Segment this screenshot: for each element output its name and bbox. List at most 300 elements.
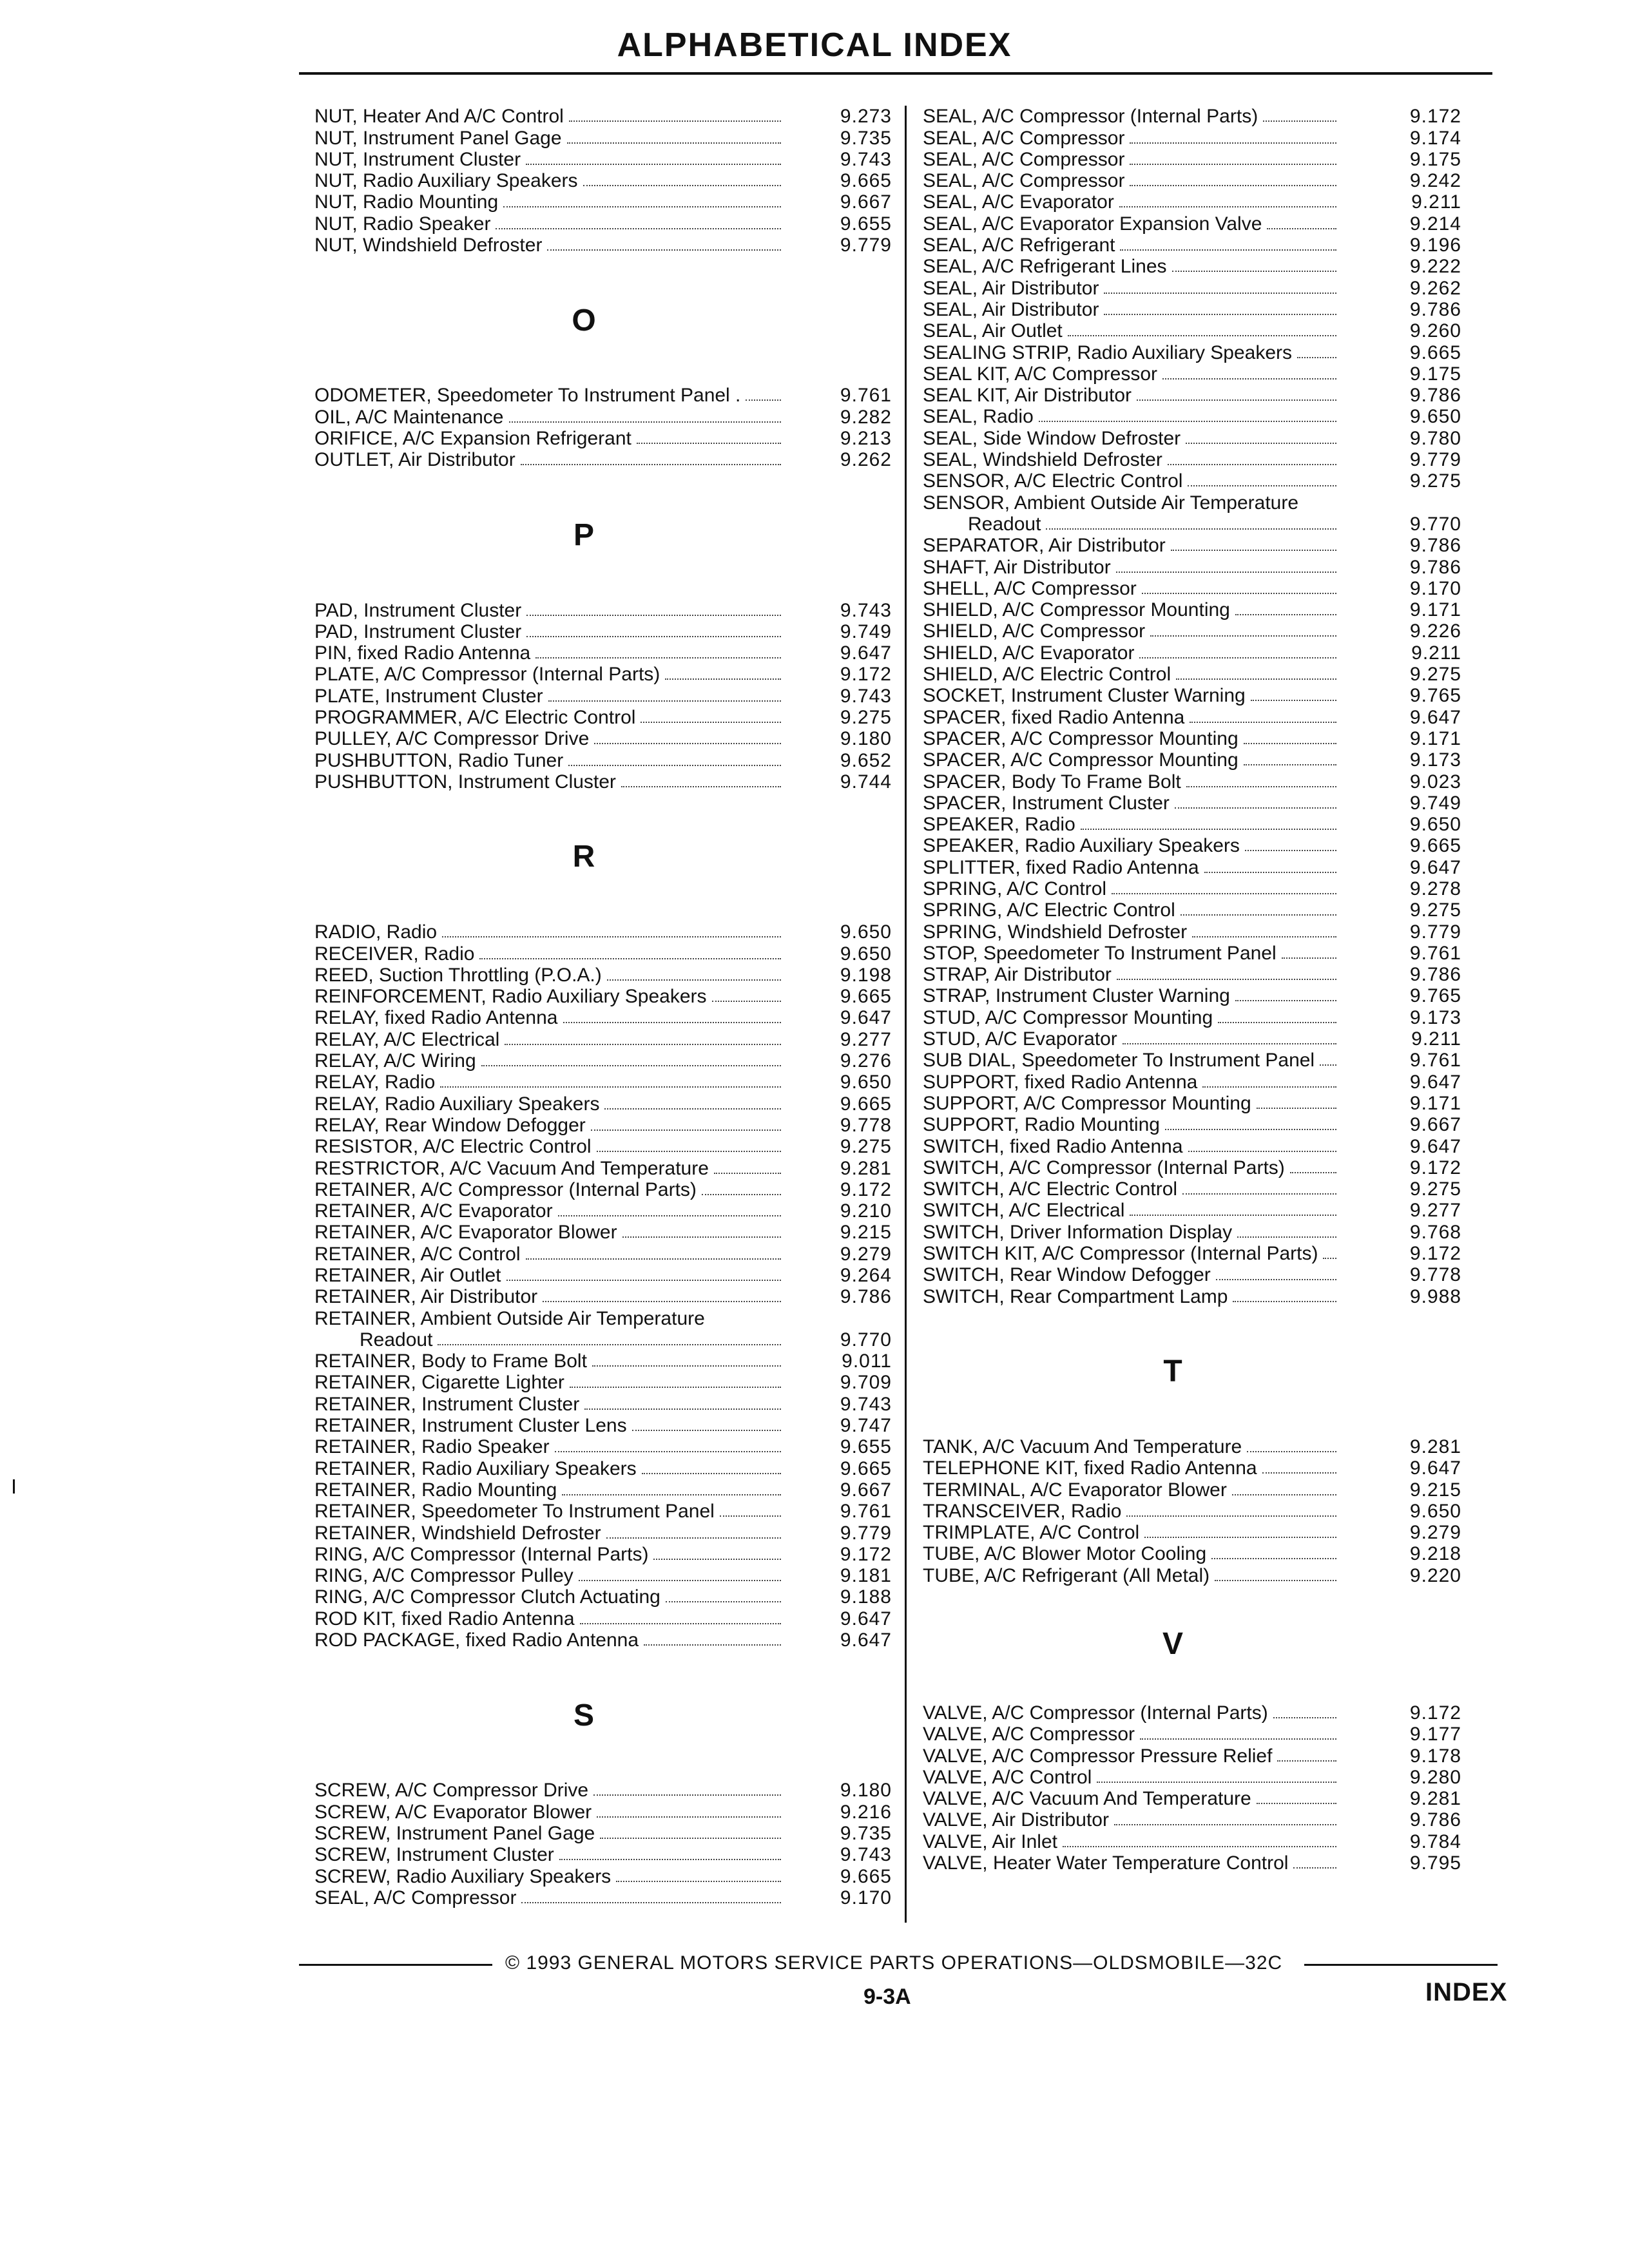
entry-page: 9.277 — [1409, 1200, 1461, 1222]
entry-page: 9.749 — [840, 620, 892, 642]
index-entry — [923, 1264, 1461, 1285]
entry-label: SPACER, Body To Frame Bolt — [923, 771, 1181, 793]
entry-label: SEAL, A/C Compressor — [923, 148, 1125, 170]
entry-page: 9.260 — [1409, 320, 1461, 342]
entry-page: 9.647 — [840, 1608, 892, 1629]
dot-leader — [666, 1601, 781, 1602]
index-entry — [314, 1007, 892, 1028]
dot-leader — [1267, 228, 1336, 229]
entry-label: SPRING, A/C Control — [923, 878, 1107, 899]
index-entry — [923, 1178, 1461, 1200]
entry-label: RETAINER, Radio Mounting — [314, 1479, 557, 1501]
index-entry — [314, 406, 892, 427]
entry-page: 9.172 — [840, 1178, 892, 1200]
dot-leader — [1188, 485, 1336, 486]
index-entry — [314, 213, 892, 234]
dot-leader — [1290, 1172, 1336, 1173]
entry-label: RETAINER, Speedometer To Instrument Panel — [314, 1501, 715, 1523]
dot-leader — [1273, 1717, 1336, 1718]
entry-group — [923, 106, 1461, 492]
entry-label: PAD, Instrument Cluster — [314, 620, 522, 642]
dot-leader — [1130, 142, 1336, 144]
entry-page: 9.280 — [1409, 1766, 1461, 1788]
entry-label: SOCKET, Instrument Cluster Warning — [923, 685, 1246, 707]
index-entry — [923, 921, 1461, 942]
entry-page: 9.171 — [1409, 599, 1461, 621]
index-entry — [923, 814, 1461, 835]
entry-label: SPACER, A/C Compressor Mounting — [923, 749, 1239, 771]
index-entry — [923, 449, 1461, 470]
entry-page: 9.650 — [1409, 814, 1461, 836]
index-entry — [923, 556, 1461, 577]
entry-label: SWITCH, Rear Compartment Lamp — [923, 1285, 1228, 1307]
entry-label: SWITCH, A/C Electrical — [923, 1200, 1125, 1222]
index-entry — [923, 1522, 1461, 1543]
dot-leader — [1063, 1846, 1336, 1847]
dot-leader — [665, 678, 781, 680]
entry-page: 9.735 — [840, 127, 892, 149]
index-entry — [314, 1329, 892, 1350]
dot-leader — [562, 1494, 781, 1495]
dot-leader — [1150, 635, 1336, 637]
entry-label: OIL, A/C Maintenance — [314, 406, 504, 428]
entry-group — [314, 599, 892, 793]
dot-leader — [594, 743, 781, 744]
entry-label: NUT, Heater And A/C Control — [314, 106, 564, 128]
dot-leader — [1176, 678, 1336, 680]
index-entry — [923, 728, 1461, 749]
index-entry — [314, 599, 892, 620]
dot-leader — [555, 1451, 781, 1452]
entry-label: TUBE, A/C Refrigerant (All Metal) — [923, 1564, 1210, 1586]
entry-label: SEAL, Windshield Defroster — [923, 449, 1162, 471]
index-entry — [314, 1028, 892, 1050]
index-entry — [923, 1702, 1461, 1724]
entry-page: 9.786 — [1409, 298, 1461, 320]
entry-page: 9.735 — [840, 1822, 892, 1844]
entry-group — [314, 1780, 892, 1908]
index-entry — [314, 621, 892, 642]
dot-leader — [1233, 1301, 1336, 1302]
dot-leader — [1104, 314, 1336, 315]
entry-label: RELAY, Rear Window Defogger — [314, 1114, 586, 1136]
index-entry — [314, 1307, 892, 1329]
entry-page: 9.778 — [840, 1114, 892, 1136]
entry-label: NUT, Radio Speaker — [314, 213, 491, 235]
dot-leader — [496, 228, 781, 229]
entry-label: SEPARATOR, Air Distributor — [923, 535, 1166, 557]
index-entry — [314, 127, 892, 148]
index-entry — [314, 965, 892, 986]
entry-page: 9.264 — [840, 1264, 892, 1286]
entry-page: 9.647 — [840, 1629, 892, 1651]
index-entry — [314, 1586, 892, 1608]
dot-leader — [438, 1344, 781, 1345]
entry-page: 9.172 — [1409, 1243, 1461, 1265]
index-entry — [923, 470, 1461, 492]
index-entry — [923, 878, 1461, 899]
entry-page: 9.275 — [840, 707, 892, 729]
entry-label: SCREW, Instrument Panel Gage — [314, 1822, 595, 1844]
index-entry — [923, 106, 1461, 127]
index-entry — [923, 427, 1461, 448]
dot-leader — [1165, 1129, 1336, 1130]
entry-label: STUD, A/C Compressor Mounting — [923, 1006, 1213, 1028]
entry-label: PUSHBUTTON, Radio Tuner — [314, 749, 564, 771]
entry-label: VALVE, A/C Compressor — [923, 1724, 1135, 1745]
dot-leader — [597, 1816, 781, 1818]
index-entry — [923, 1831, 1461, 1852]
dot-leader — [579, 1580, 781, 1581]
section-letter-v: V — [1162, 1627, 1183, 1662]
index-entry — [923, 256, 1461, 277]
dot-leader — [526, 636, 781, 637]
entry-label: SPACER, Instrument Cluster — [923, 792, 1170, 814]
entry-page: 9.647 — [1409, 1071, 1461, 1093]
index-entry — [314, 1093, 892, 1114]
entry-page: 9.173 — [1409, 1006, 1461, 1028]
index-entry — [314, 1157, 892, 1178]
dot-leader — [559, 1859, 781, 1860]
index-entry — [314, 1801, 892, 1822]
entry-page: 9.281 — [840, 1157, 892, 1179]
dot-leader — [543, 1301, 781, 1302]
entry-page: 9.275 — [1409, 1178, 1461, 1200]
index-entry — [314, 1608, 892, 1629]
entry-page: 9.665 — [840, 1457, 892, 1479]
dot-leader — [1123, 1043, 1336, 1044]
index-entry — [923, 191, 1461, 213]
entry-page: 9.172 — [1409, 1157, 1461, 1178]
entry-page: 9.647 — [1409, 1457, 1461, 1479]
entry-label: PLATE, A/C Compressor (Internal Parts) — [314, 664, 660, 686]
dot-leader — [1190, 722, 1336, 723]
entry-page: 9.181 — [840, 1565, 892, 1587]
dot-leader — [597, 1151, 781, 1152]
dot-leader — [1039, 421, 1336, 422]
entry-label: TERMINAL, A/C Evaporator Blower — [923, 1479, 1227, 1501]
entry-page: 9.786 — [840, 1286, 892, 1308]
index-entry — [314, 943, 892, 964]
entry-page: 9.275 — [1409, 664, 1461, 686]
index-entry — [314, 1436, 892, 1457]
dot-leader — [506, 1280, 781, 1281]
dot-leader — [621, 786, 781, 787]
section-letter-t: T — [1163, 1354, 1182, 1389]
index-entry — [314, 1479, 892, 1501]
entry-page: 9.761 — [1409, 942, 1461, 964]
index-entry — [314, 1265, 892, 1286]
entry-page: 9.779 — [1409, 449, 1461, 471]
entry-label: VALVE, A/C Compressor (Internal Parts) — [923, 1702, 1268, 1724]
entry-page: 9.784 — [1409, 1831, 1461, 1852]
index-entry — [923, 793, 1461, 814]
index-entry — [923, 1135, 1461, 1157]
entry-label: TRANSCEIVER, Radio — [923, 1500, 1122, 1522]
index-entry — [314, 1629, 892, 1651]
entry-page: 9.647 — [1409, 856, 1461, 878]
entry-page: 9.211 — [1411, 191, 1461, 213]
index-entry — [923, 1285, 1461, 1307]
dot-leader — [606, 1537, 781, 1539]
entry-page: 9.780 — [1409, 427, 1461, 449]
index-entry — [923, 578, 1461, 599]
entry-page: 9.650 — [840, 921, 892, 943]
dot-leader — [580, 1623, 781, 1624]
entry-group — [314, 106, 892, 256]
entry-label: RETAINER, Instrument Cluster Lens — [314, 1415, 627, 1437]
entry-page: 9.277 — [840, 1028, 892, 1050]
entry-label: VALVE, Air Distributor — [923, 1809, 1109, 1831]
index-entry — [314, 728, 892, 749]
entry-page: 9.650 — [840, 943, 892, 965]
index-entry — [314, 1179, 892, 1200]
dot-leader — [547, 249, 781, 251]
dot-leader — [535, 657, 781, 658]
entry-page: 9.218 — [1409, 1543, 1461, 1565]
dot-leader — [1262, 1472, 1336, 1474]
dot-leader — [1211, 1558, 1336, 1559]
index-entry — [923, 1852, 1461, 1874]
entry-page: 9.665 — [1409, 835, 1461, 857]
entry-label: RADIO, Radio — [314, 921, 438, 943]
dot-leader — [1257, 1108, 1336, 1109]
dot-leader — [600, 1838, 781, 1839]
dot-leader — [642, 1473, 781, 1474]
entry-page: 9.171 — [1409, 727, 1461, 749]
dot-leader — [593, 1794, 781, 1796]
dot-leader — [622, 1236, 781, 1238]
index-entry — [923, 535, 1461, 556]
entry-label: SEAL KIT, Air Distributor — [923, 385, 1132, 407]
index-entry — [314, 1372, 892, 1393]
entry-page: 9.665 — [840, 1093, 892, 1115]
index-entry — [314, 1200, 892, 1222]
dot-leader — [1323, 1258, 1336, 1259]
dot-leader — [1112, 893, 1336, 894]
entry-label: SEAL KIT, A/C Compressor — [923, 363, 1158, 385]
dot-leader — [479, 958, 781, 959]
entry-page: 9.779 — [840, 235, 892, 256]
entry-label: RELAY, Radio Auxiliary Speakers — [314, 1093, 600, 1115]
entry-label: SCREW, Radio Auxiliary Speakers — [314, 1865, 612, 1887]
dot-leader — [1192, 936, 1336, 937]
entry-label: TUBE, A/C Blower Motor Cooling — [923, 1543, 1207, 1565]
entry-page: 9.667 — [1409, 1114, 1461, 1136]
dot-leader — [1257, 1803, 1336, 1804]
dot-leader — [440, 1086, 781, 1088]
entry-label: STOP, Speedometer To Instrument Panel — [923, 942, 1277, 964]
dot-leader — [1188, 1151, 1336, 1152]
entry-page: 9.278 — [1409, 878, 1461, 899]
footer — [299, 1952, 1498, 1978]
entry-label: RETAINER, Windshield Defroster — [314, 1522, 601, 1544]
entry-page: 9.211 — [1411, 642, 1461, 664]
dot-leader — [616, 1881, 781, 1882]
index-entry — [314, 1565, 892, 1586]
index-entry — [314, 685, 892, 706]
dot-leader — [526, 615, 781, 616]
index-entry — [923, 985, 1461, 1006]
index-entry — [923, 749, 1461, 771]
entry-label: NUT, Radio Mounting — [314, 191, 499, 213]
dot-leader — [592, 1365, 781, 1367]
index-entry — [923, 1114, 1461, 1135]
entry-label: NUT, Windshield Defroster — [314, 235, 543, 256]
entry-page: 9.650 — [1409, 406, 1461, 428]
entry-label: RETAINER, A/C Compressor (Internal Parts) — [314, 1178, 697, 1200]
entry-label: VALVE, Heater Water Temperature Control — [923, 1852, 1289, 1874]
index-entry — [923, 856, 1461, 878]
entry-page: 9.173 — [1409, 749, 1461, 771]
entry-label: PULLEY, A/C Compressor Drive — [314, 728, 590, 750]
entry-page: 9.178 — [1409, 1745, 1461, 1767]
index-entry — [923, 213, 1461, 234]
entry-label: TELEPHONE KIT, fixed Radio Antenna — [923, 1457, 1257, 1479]
entry-page: 9.749 — [1409, 792, 1461, 814]
index-entry — [923, 406, 1461, 427]
entry-label: VALVE, A/C Control — [923, 1766, 1092, 1788]
index-entry — [314, 1501, 892, 1522]
entry-label: SEAL, A/C Evaporator Expansion Valve — [923, 213, 1262, 235]
entry-label: RETAINER, A/C Evaporator — [314, 1200, 553, 1222]
index-entry — [923, 1501, 1461, 1522]
index-entry — [314, 1522, 892, 1543]
index-entry — [923, 620, 1461, 642]
entry-label: REINFORCEMENT, Radio Auxiliary Speakers — [314, 986, 707, 1008]
index-entry — [923, 149, 1461, 170]
entry-page: 9.652 — [840, 749, 892, 771]
entry-label: SEAL, A/C Compressor — [923, 170, 1125, 192]
entry-page: 9.647 — [1409, 1135, 1461, 1157]
dot-leader — [1245, 850, 1336, 851]
entry-label: RELAY, Radio — [314, 1072, 436, 1093]
entry-group — [314, 385, 892, 470]
dot-leader — [1282, 957, 1336, 959]
entry-label: SEAL, Air Distributor — [923, 298, 1099, 320]
index-entry — [314, 986, 892, 1007]
entry-page: 9.665 — [1409, 341, 1461, 363]
entry-label: RELAY, A/C Electrical — [314, 1028, 500, 1050]
dot-leader — [637, 443, 781, 444]
dot-leader — [1119, 206, 1336, 207]
dot-leader — [1144, 1537, 1336, 1538]
entry-page: 9.170 — [1409, 577, 1461, 599]
dot-leader — [521, 464, 781, 465]
entry-label: ODOMETER, Speedometer To Instrument Panel . — [314, 385, 741, 407]
index-entry — [314, 1823, 892, 1844]
entry-page: 9.273 — [840, 106, 892, 128]
entry-label: SWITCH, Rear Window Defogger — [923, 1264, 1211, 1286]
entry-page: 9.795 — [1409, 1852, 1461, 1874]
dot-leader — [1162, 378, 1336, 380]
entry-label: SPEAKER, Radio Auxiliary Speakers — [923, 835, 1240, 857]
entry-label: SENSOR, Ambient Outside Air Temperature — [923, 492, 1299, 514]
index-entry — [923, 170, 1461, 191]
dot-leader — [1186, 786, 1336, 787]
entry-label: SEAL, Radio — [923, 406, 1034, 428]
entry-label: REED, Suction Throttling (P.O.A.) — [314, 964, 602, 986]
entry-page: 9.282 — [840, 406, 892, 428]
dot-leader — [1130, 164, 1336, 165]
index-entry — [923, 363, 1461, 385]
entry-page: 9.655 — [840, 213, 892, 235]
entry-page: 9.665 — [840, 986, 892, 1008]
dot-leader — [1320, 1064, 1336, 1066]
index-entry — [923, 943, 1461, 964]
dot-leader — [607, 979, 781, 981]
entry-label: PIN, fixed Radio Antenna — [314, 642, 531, 664]
index-entry — [923, 1809, 1461, 1831]
entry-page: 9.262 — [840, 449, 892, 471]
entry-label: SCREW, A/C Evaporator Blower — [314, 1801, 592, 1823]
index-entry — [923, 235, 1461, 256]
dot-leader — [1130, 1215, 1336, 1216]
entry-page: 9.242 — [1409, 170, 1461, 192]
index-entry — [923, 664, 1461, 685]
dot-leader — [1297, 357, 1336, 358]
index-entry — [923, 1457, 1461, 1479]
dot-leader — [1277, 1760, 1336, 1762]
entry-label: VALVE, A/C Vacuum And Temperature — [923, 1788, 1251, 1810]
entry-label: RETAINER, Cigarette Lighter — [314, 1372, 564, 1394]
index-entry — [923, 835, 1461, 856]
entry-group — [314, 921, 892, 1307]
entry-page: 9.215 — [840, 1222, 892, 1244]
index-entry — [314, 771, 892, 793]
entry-label: RESISTOR, A/C Electric Control — [314, 1136, 592, 1158]
entry-page: 9.778 — [1409, 1264, 1461, 1286]
index-entry — [923, 1006, 1461, 1028]
dot-leader — [1218, 1022, 1336, 1023]
entry-page: 9.222 — [1409, 256, 1461, 278]
dot-leader — [583, 185, 781, 186]
column-divider — [905, 106, 907, 1923]
index-entry — [314, 749, 892, 771]
section-label: INDEX — [1425, 1978, 1508, 2006]
entry-label: PLATE, Instrument Cluster — [314, 685, 543, 707]
index-entry — [923, 1724, 1461, 1745]
index-entry — [314, 1887, 892, 1908]
section-letter-s: S — [573, 1698, 594, 1733]
entry-group — [923, 1436, 1461, 1586]
index-entry — [314, 1393, 892, 1414]
dot-leader — [1168, 464, 1336, 465]
entry-label: ROD KIT, fixed Radio Antenna — [314, 1608, 575, 1629]
index-entry — [923, 1479, 1461, 1500]
entry-page: 9.279 — [1409, 1522, 1461, 1544]
dot-leader — [1247, 1451, 1336, 1452]
entry-label: RING, A/C Compressor (Internal Parts) — [314, 1543, 649, 1565]
entry-page: 9.262 — [1409, 277, 1461, 299]
section-letter-p: P — [573, 517, 594, 552]
index-entry — [314, 1415, 892, 1436]
dot-leader — [521, 1902, 781, 1903]
dot-leader — [1244, 743, 1336, 744]
entry-page: 9.180 — [840, 728, 892, 750]
index-entry — [923, 341, 1461, 363]
entry-page: 9.210 — [840, 1200, 892, 1222]
entry-label: PAD, Instrument Cluster — [314, 599, 522, 621]
dot-leader — [558, 1215, 781, 1216]
dot-leader — [644, 1644, 781, 1646]
right-column — [923, 106, 1461, 1874]
entry-label: RETAINER, A/C Evaporator Blower — [314, 1222, 617, 1244]
entry-page: 9.011 — [842, 1350, 892, 1372]
entry-label: RETAINER, A/C Control — [314, 1243, 521, 1265]
entry-label: SWITCH KIT, A/C Compressor (Internal Parts) — [923, 1243, 1318, 1265]
entry-label: RETAINER, Instrument Cluster — [314, 1393, 580, 1415]
